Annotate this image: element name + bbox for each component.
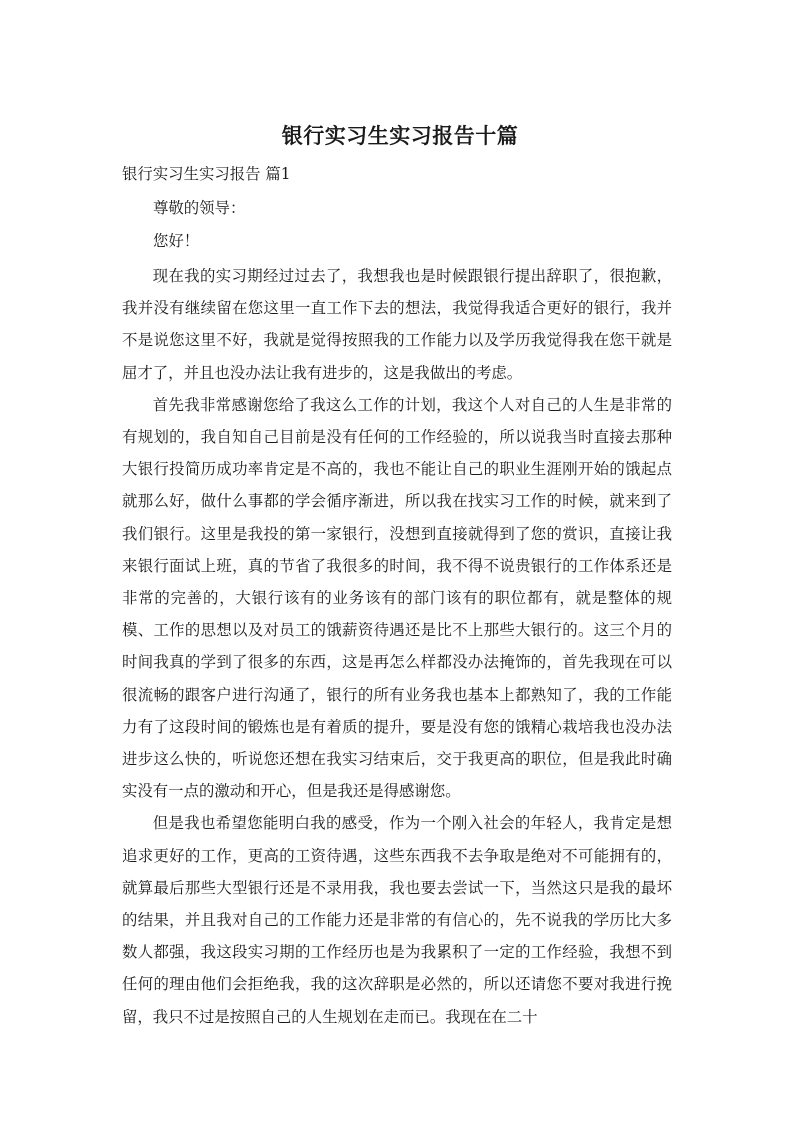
body-paragraph: 首先我非常感谢您给了我这么工作的计划，我这个人对自己的人生是非常的有规划的，我自知自己目前是没有任何的工作经验的，所以说我当时直接去那种大银行投简历成功率肯定是不高的，我也不能让自己的职业生涯刚开始的饿起点就那么好，做什么事都的学会循序渐进，所以我在找实习工作的时候，就来到了我们银行。这里是我投的第一家银行，没想到直接就得到了您的赏识，直接让我来银行面试上班，真的节省了我很多的时间，我不得不说贵银行的工作体系还是非常的完善的，大银行该有的业务该有的部门该有的职位都有，就是整体的规模、工作的思想以及对员工的饿薪资待遇还是比不上那些大银行的。这三个月的时间我真的学到了很多的东西，这是再怎么样都没办法掩饰的，首先我现在可以很流畅的跟客户进行沟通了，银行的所有业务我也基本上都熟知了，我的工作能力有了这段时间的锻炼也是有着质的提升，要是没有您的饿精心栽培我也没办法进步这么快的，听说您还想在我实习结束后，交于我更高的职位，但是我此时确实没有一点的激动和开心，但是我还是得感谢您。 <box>122 395 672 801</box>
document-title: 银行实习生实习报告十篇 <box>281 124 519 148</box>
section-heading: 银行实习生实习报告 篇1 <box>122 165 291 183</box>
body-paragraph: 但是我也希望您能明白我的感受，作为一个刚入社会的年轻人，我肯定是想追求更好的工作，更高的工资待遇，这些东西我不去争取是绝对不可能拥有的，就算最后那些大型银行还是不录用我，我也要去尝试一下，当然这只是我的最坏的结果，并且我对自己的工作能力还是非常的有信心的，先不说我的学历比大多数人都强，我这段实习期的工作经历也是为我累积了一定的工作经验，我想不到任何的理由他们会拒绝我，我的这次辞职是必然的，所以还请您不要对我进行挽留，我只不过是按照自己的人生规划在走而已。我现在在二十 <box>122 814 672 1026</box>
letter-body <box>122 260 672 1033</box>
greeting: 您好！ <box>153 232 200 250</box>
body-paragraph: 现在我的实习期经过过去了，我想我也是时候跟银行提出辞职了，很抱歉，我并没有继续留在您这里一直工作下去的想法，我觉得我适合更好的银行，我并不是说您这里不好，我就是觉得按照我的工作能力以及学历我觉得我在您干就是屈才了，并且也没办法让我有进步的，这是我做出的考虑。 <box>122 267 672 382</box>
greeting-recipient: 尊敬的领导： <box>153 199 246 217</box>
